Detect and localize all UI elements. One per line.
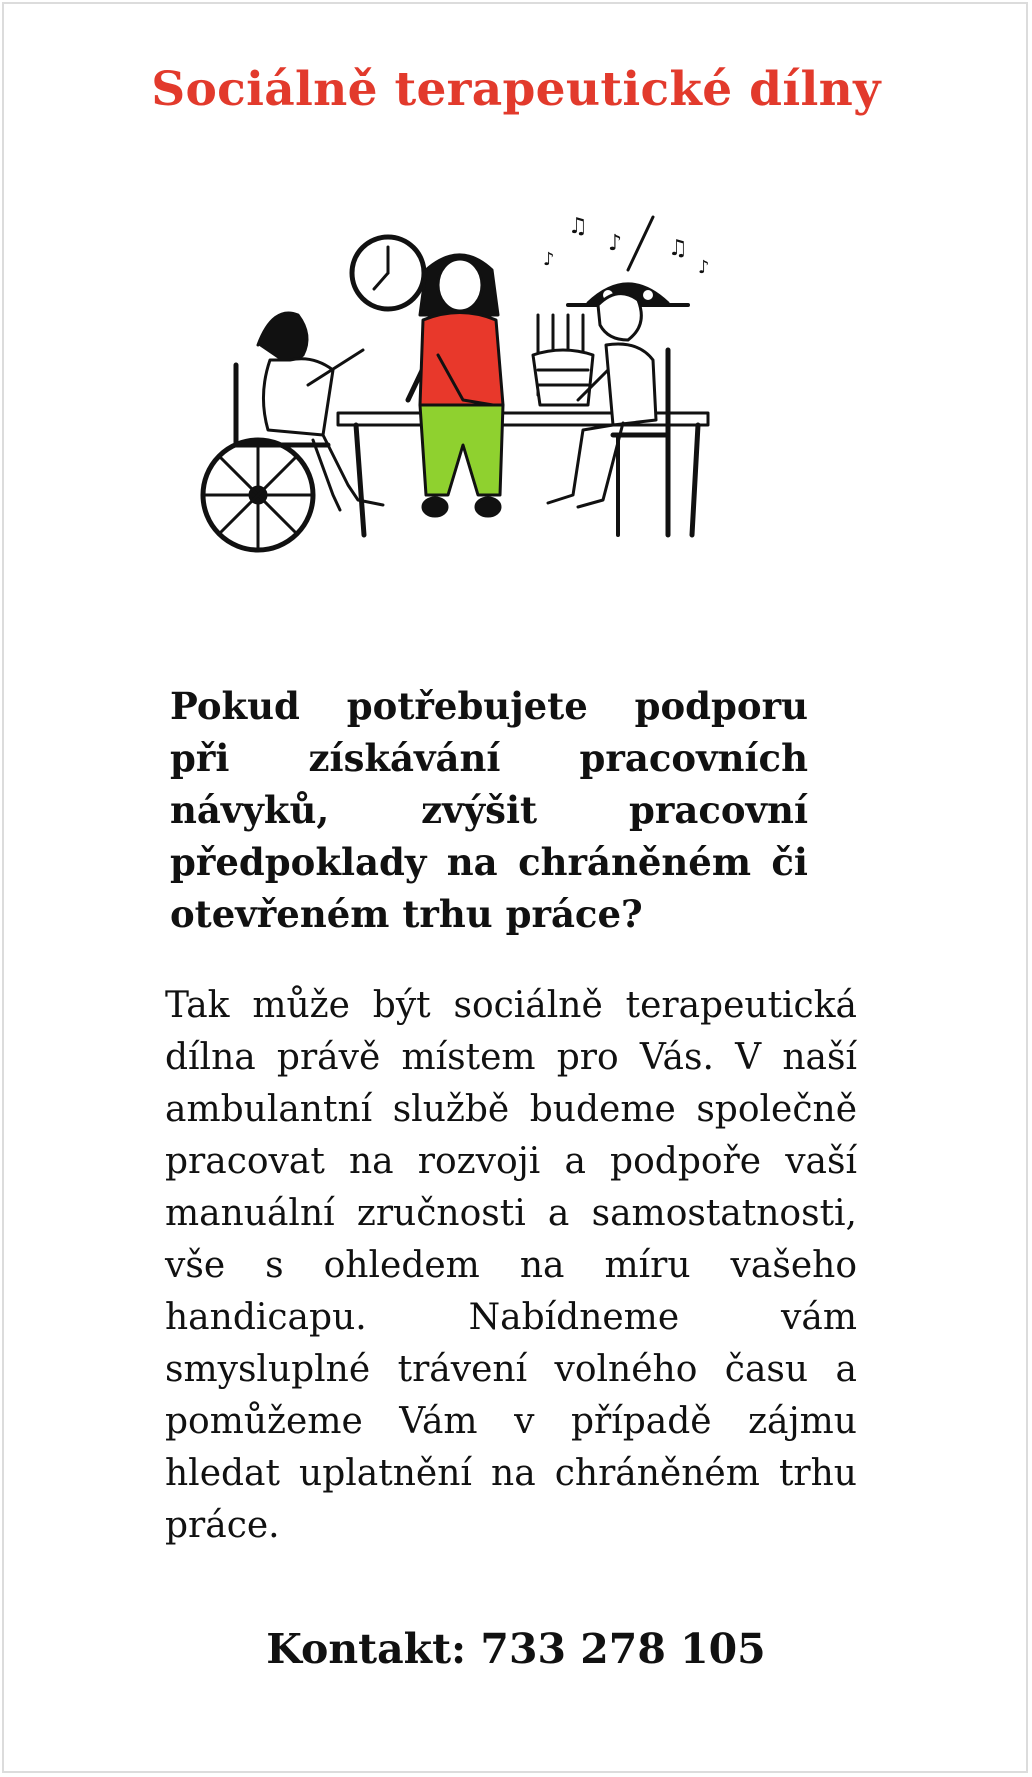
svg-text:♫: ♫: [568, 214, 588, 239]
svg-text:♪: ♪: [543, 249, 555, 270]
workshop-illustration: [108, 155, 918, 655]
clock-icon: [352, 237, 424, 309]
person-standing-icon: [420, 255, 503, 516]
svg-text:♪: ♪: [698, 257, 710, 278]
table-icon: [338, 413, 708, 535]
page-title: Sociálně terapeutické dílny: [151, 62, 881, 117]
svg-text:♫: ♫: [668, 236, 688, 261]
body-paragraph: Tak může být sociálně terapeutická dílna právě místem pro Vás. V naší ambulantní službě budeme společně pracovat na rozvoji a podpoře vaší manuální zručnosti a samostatnosti, vše s ohledem na míru vašeho handicapu. Nabídneme vám smysluplné trávení volného času a pomůžeme Vám v případě zájmu hledat uplatnění na chráněném trhu práce.: [165, 985, 857, 1546]
contact-line: Kontakt: 733 278 105: [266, 1625, 766, 1673]
svg-text:♪: ♪: [608, 231, 623, 256]
basket-icon: [533, 315, 593, 405]
question-heading: Pokud potřebujete podporu při získávání pracovních návyků, zvýšit pracovní předpoklady na chráněném či otevřeném trhu práce?: [170, 684, 808, 936]
radio-icon: [543, 214, 710, 305]
